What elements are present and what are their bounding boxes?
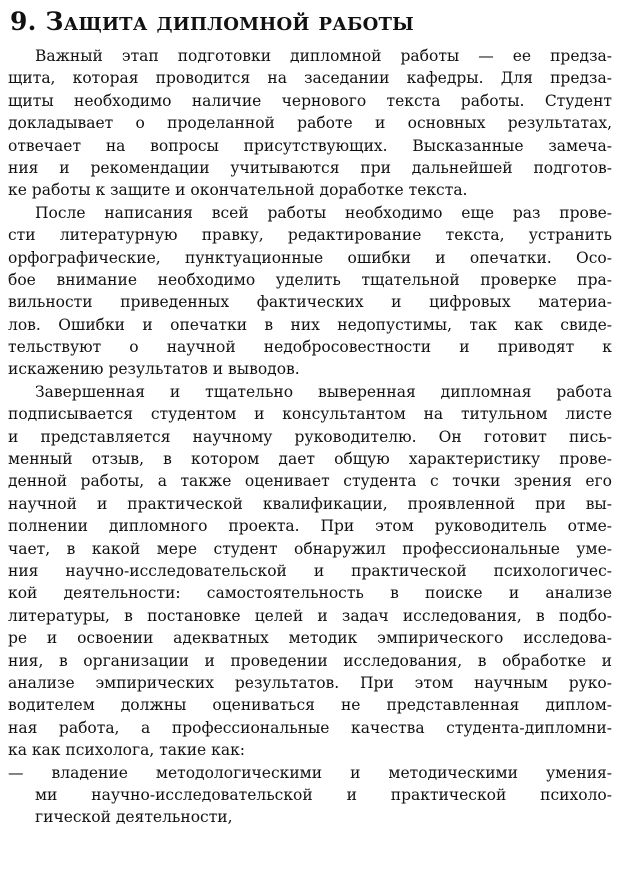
text-line: ка как психолога, такие как:: [8, 741, 245, 760]
text-line: гической деятельности,: [35, 808, 233, 827]
text-line: Важный этап подготовки дипломной работы — ее предза-: [35, 47, 612, 65]
text-line: чает, в какой мере студент обнаружил профессиональные уме-: [8, 539, 612, 558]
text-line: и представляется научному руководителю. Он готовит пись-: [8, 427, 612, 446]
text-line: подписывается студентом и консультантом на титульном листе: [8, 405, 612, 424]
text-line: докладывает о проделанной работе и основных результатах,: [8, 114, 612, 133]
paragraph-review: [8, 381, 612, 762]
text-line: вильности приведенных фактических и цифровых материа-: [8, 293, 612, 312]
text-line: лов. Ошибки и опечатки в них недопустимы, так как свиде-: [8, 315, 612, 334]
section-heading: [8, 6, 612, 38]
body-text: [8, 45, 612, 829]
text-line: ния научно-исследовательской и практической психологичес-: [8, 561, 612, 580]
text-line: водителем должны оцениваться не представленная диплом-: [8, 696, 612, 715]
text-line: бое внимание необходимо уделить тщательной проверке пра-: [8, 270, 612, 289]
text-line: научной и практической квалификации, проявленной при вы-: [8, 494, 612, 513]
section-title: Защита дипломной работы: [45, 7, 414, 36]
text-line: искажению результатов и выводов.: [8, 360, 300, 379]
text-line: ния, в организации и проведении исследования, в обработке и: [8, 651, 612, 670]
text-line: ми научно-исследовательской и практической психоло-: [35, 785, 612, 804]
section-number: 9.: [10, 7, 37, 36]
text-line: денной работы, а также оценивает студента с точки зрения его: [8, 472, 612, 491]
text-line: орфографические, пунктуационные ошибки и опечатки. Осо-: [8, 248, 612, 267]
paragraph-predefense: [8, 45, 612, 202]
text-line: анализе эмпирических результатов. При этом научным руко-: [8, 673, 612, 692]
bullet-item: [8, 762, 612, 829]
text-line: полнении дипломного проекта. При этом руководитель отме-: [8, 517, 612, 536]
text-line: щиты необходимо наличие чернового текста работы. Студент: [8, 91, 612, 110]
text-line: тельствуют о научной недобросовестности и приводят к: [8, 338, 612, 357]
text-line: ная работа, а профессиональные качества студента-дипломни-: [8, 718, 612, 737]
text-line: менный отзыв, в котором дает общую характеристику прове-: [8, 450, 612, 469]
text-line: После написания всей работы необходимо еще раз прове-: [35, 203, 612, 222]
text-line: литературы, в постановке целей и задач исследования, в подбо-: [8, 606, 612, 625]
text-line: щита, которая проводится на заседании кафедры. Для предза-: [8, 69, 612, 88]
text-line: ния и рекомендации учитываются при дальнейшей подготов-: [8, 158, 612, 177]
text-line: ре и освоении адекватных методик эмпирического исследова-: [8, 629, 612, 648]
text-line: — владение методологическими и методическими умения-: [8, 763, 612, 782]
paragraph-proofreading: [8, 202, 612, 381]
text-line: кой деятельности: самостоятельность в поиске и анализе: [8, 584, 612, 603]
text-line: Завершенная и тщательно выверенная дипломная работа: [35, 382, 612, 401]
text-line: ке работы к защите и окончательной доработке текста.: [8, 181, 468, 200]
text-line: отвечает на вопросы присутствующих. Высказанные замеча-: [8, 136, 612, 155]
text-line: сти литературную правку, редактирование текста, устранить: [8, 226, 612, 245]
